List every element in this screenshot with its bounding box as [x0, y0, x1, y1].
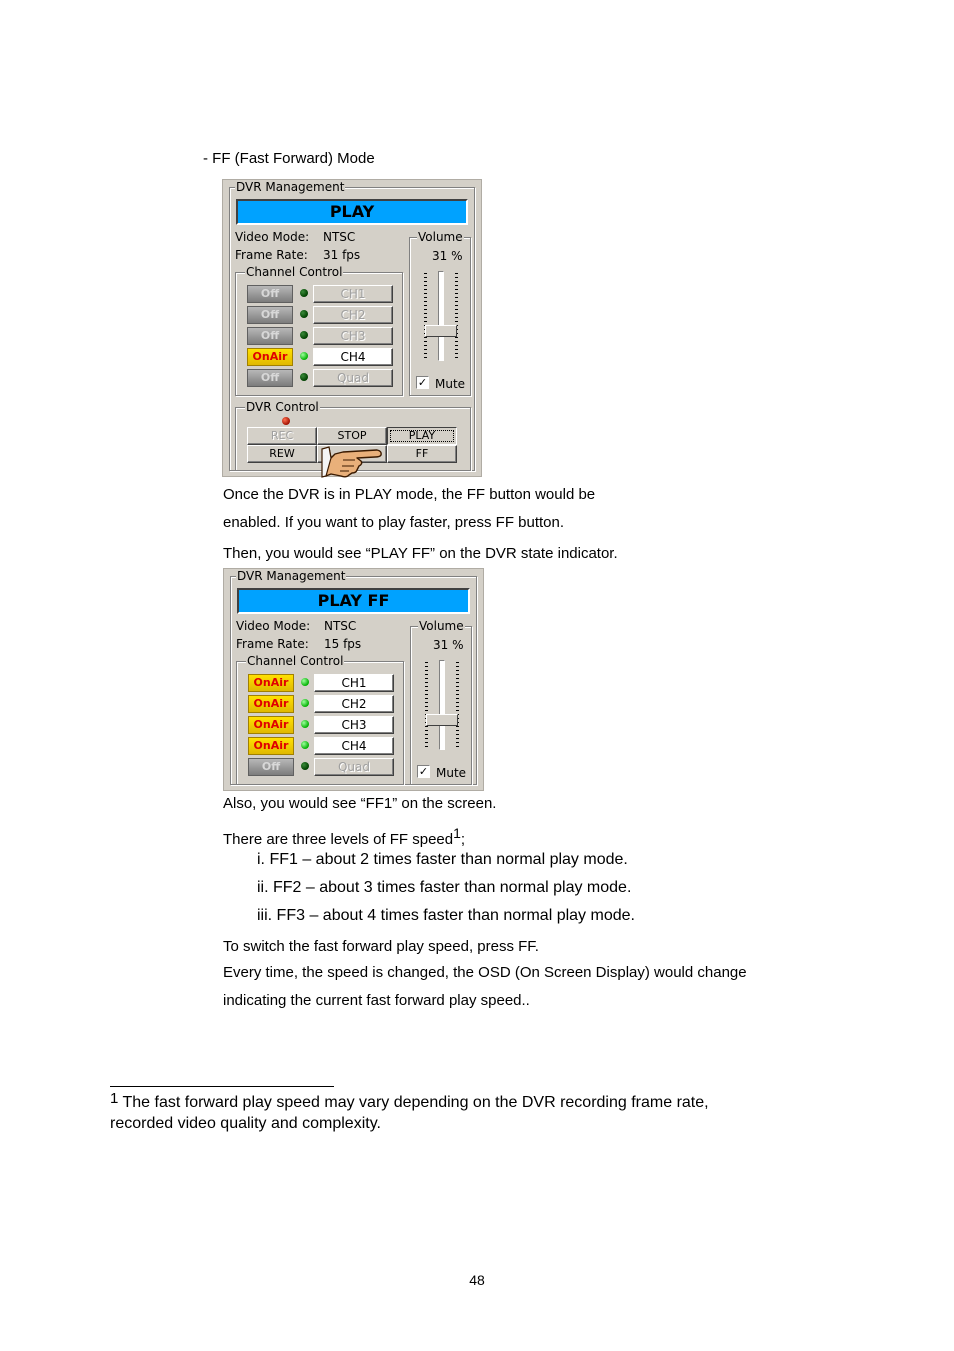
volume-ticks-right: [455, 273, 458, 358]
volume-title: Volume: [418, 230, 463, 244]
footnote-text: recorded video quality and complexity.: [110, 1115, 381, 1132]
channel-onair-toggle[interactable]: Off: [247, 327, 293, 345]
dvr-management-panel-play-ff: [223, 568, 484, 791]
video-mode-value: NTSC: [324, 619, 357, 633]
volume-track: [439, 660, 445, 750]
paragraph-line: Then, you would see “PLAY FF” on the DVR state indicator.: [223, 545, 618, 562]
volume-slider-thumb[interactable]: [425, 325, 457, 337]
video-mode-label: Video Mode:: [236, 619, 311, 633]
dvr-management-panel-play: [222, 179, 482, 477]
channel-status-led: [301, 741, 309, 749]
channel-onair-toggle[interactable]: Off: [247, 369, 293, 387]
pointing-hand-icon: [321, 444, 383, 480]
play-button[interactable]: PLAY: [387, 427, 457, 445]
volume-title: Volume: [419, 619, 464, 633]
paragraph-text-end: ;: [460, 831, 466, 848]
record-indicator-led: [282, 417, 290, 425]
volume-ticks-left: [424, 273, 427, 358]
footnote: [110, 1090, 709, 1112]
frame-rate-label: Frame Rate:: [236, 637, 309, 651]
volume-value: 31 %: [432, 249, 463, 263]
dvr-state-indicator: PLAY FF: [237, 588, 470, 614]
group-title: DVR Management: [237, 569, 346, 583]
channel-status-led: [301, 762, 309, 770]
channel-status-led: [300, 373, 308, 381]
mute-label: Mute: [436, 766, 467, 780]
paragraph-text: There are three levels of FF speed: [223, 831, 454, 848]
video-mode-value: NTSC: [323, 230, 356, 244]
mute-checkbox[interactable]: ✓: [417, 376, 428, 389]
rec-button[interactable]: REC: [247, 427, 317, 445]
volume-slider-thumb[interactable]: [426, 714, 458, 726]
paragraph-line: Also, you would see “FF1” on the screen.: [223, 795, 497, 812]
volume-ticks-right: [456, 662, 459, 747]
channel-button-ch1[interactable]: CH1: [314, 674, 394, 692]
ff-button[interactable]: FF: [387, 445, 457, 463]
frame-rate-label: Frame Rate:: [235, 248, 308, 262]
channel-control-title: Channel Control: [246, 265, 343, 279]
paragraph-line: indicating the current fast forward play speed..: [223, 992, 530, 1009]
paragraph-line: To switch the fast forward play speed, press FF.: [223, 938, 539, 955]
channel-button-quad[interactable]: Quad: [314, 758, 394, 776]
paragraph-line: enabled. If you want to play faster, press FF button.: [223, 514, 565, 531]
channel-button-ch4[interactable]: CH4: [314, 737, 394, 755]
channel-onair-toggle[interactable]: Off: [247, 306, 293, 324]
mute-label: Mute: [435, 377, 466, 391]
channel-onair-toggle[interactable]: Off: [248, 758, 294, 776]
frame-rate-value: 31 fps: [323, 248, 361, 262]
channel-control-title: Channel Control: [247, 654, 344, 668]
list-item: ii. FF2 – about 3 times faster than normal play mode.: [257, 879, 632, 896]
rew-button[interactable]: REW: [247, 445, 317, 463]
group-title: DVR Management: [236, 180, 345, 194]
section-heading: - FF (Fast Forward) Mode: [203, 150, 375, 167]
dvr-control-title: DVR Control: [246, 400, 319, 414]
channel-onair-toggle[interactable]: OnAir: [247, 348, 293, 366]
channel-button-ch2[interactable]: CH2: [314, 695, 394, 713]
channel-button-ch1[interactable]: CH1: [313, 285, 393, 303]
channel-button-ch4[interactable]: CH4: [313, 348, 393, 366]
channel-button-ch3[interactable]: CH3: [314, 716, 394, 734]
channel-button-ch3[interactable]: CH3: [313, 327, 393, 345]
channel-status-led: [300, 289, 308, 297]
volume-ticks-left: [425, 662, 428, 747]
dvr-state-indicator: PLAY: [236, 199, 468, 225]
channel-button-quad[interactable]: Quad: [313, 369, 393, 387]
channel-status-led: [300, 331, 308, 339]
footnote-reference[interactable]: 1: [453, 825, 461, 841]
footnote-mark: 1: [110, 1090, 119, 1107]
channel-status-led: [300, 352, 308, 360]
footnote-text: The fast forward play speed may vary depending on the DVR recording frame rate,: [118, 1094, 709, 1111]
list-item: i. FF1 – about 2 times faster than normal play mode.: [257, 851, 628, 868]
volume-track: [438, 271, 444, 361]
channel-onair-toggle[interactable]: Off: [247, 285, 293, 303]
paragraph-line: [223, 825, 465, 848]
page-number: 48: [469, 1272, 485, 1288]
paragraph-line: Once the DVR is in PLAY mode, the FF button would be: [223, 486, 596, 503]
channel-onair-toggle[interactable]: OnAir: [248, 695, 294, 713]
channel-status-led: [301, 720, 309, 728]
channel-onair-toggle[interactable]: OnAir: [248, 737, 294, 755]
channel-onair-toggle[interactable]: OnAir: [248, 674, 294, 692]
channel-status-led: [301, 699, 309, 707]
footnote-separator: [110, 1086, 334, 1087]
channel-onair-toggle[interactable]: OnAir: [248, 716, 294, 734]
video-mode-label: Video Mode:: [235, 230, 310, 244]
stop-button[interactable]: STOP: [317, 427, 387, 445]
list-item: iii. FF3 – about 4 times faster than normal play mode.: [257, 907, 635, 924]
channel-status-led: [301, 678, 309, 686]
paragraph-line: Every time, the speed is changed, the OSD (On Screen Display) would change: [223, 964, 747, 981]
channel-button-ch2[interactable]: CH2: [313, 306, 393, 324]
frame-rate-value: 15 fps: [324, 637, 362, 651]
volume-value: 31 %: [433, 638, 464, 652]
mute-checkbox[interactable]: ✓: [418, 765, 429, 778]
channel-status-led: [300, 310, 308, 318]
